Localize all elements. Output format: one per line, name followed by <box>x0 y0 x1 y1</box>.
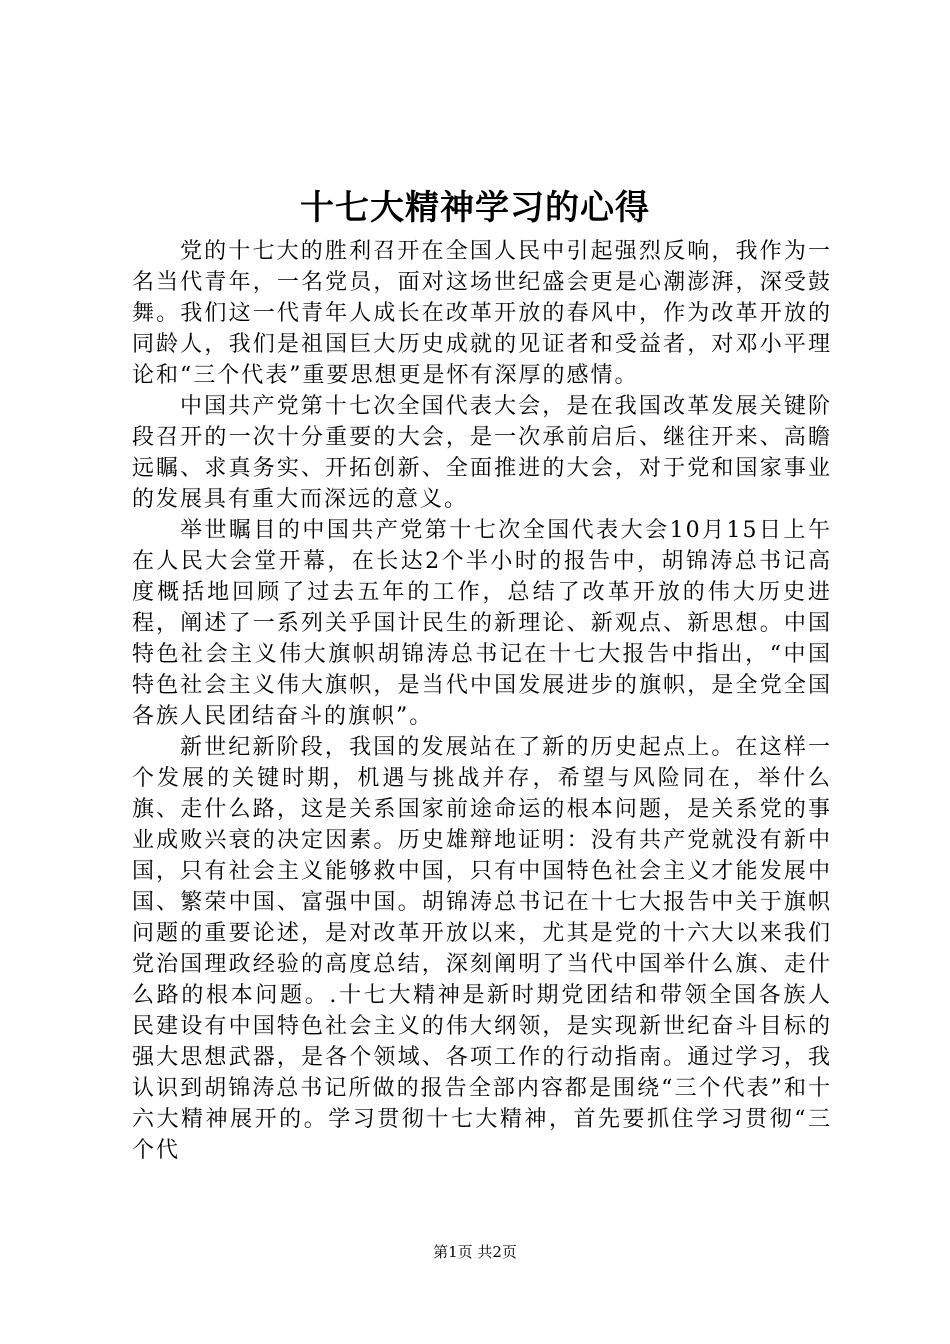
paragraph: 举世瞩目的中国共产党第十七次全国代表大会10月15日上午在人民大会堂开幕，在长达2个半小时的报告中，胡锦涛总书记高度概括地回顾了过去五年的工作，总结了改革开放的伟大历史进程，阐述了一系列关乎国计民生的新理论、新观点、新思想。中国特色社会主义伟大旗帜胡锦涛总书记在十七大报告中指出，“中国特色社会主义伟大旗帜，是当代中国发展进步的旗帜，是全党全国各族人民团结奋斗的旗帜”。 <box>132 518 832 729</box>
page-number-footer: 第1页 共2页 <box>433 1243 517 1261</box>
paragraph: 党的十七大的胜利召开在全国人民中引起强烈反响，我作为一名当代青年，一名党员，面对这场世纪盛会更是心潮澎湃，深受鼓舞。我们这一代青年人成长在改革开放的春风中，作为改革开放的同龄人，我们是祖国巨大历史成就的见证者和受益者，对邓小平理论和“三个代表”重要思想更是怀有深厚的感情。 <box>132 239 832 388</box>
document-body <box>132 236 832 1166</box>
document-title: 十七大精神学习的心得 <box>300 188 650 228</box>
paragraph: 中国共产党第十七次全国代表大会，是在我国改革发展关键阶段召开的一次十分重要的大会，是一次承前启后、继往开来、高瞻远瞩、求真务实、开拓创新、全面推进的大会，对于党和国家事业的发展具有重大而深远的意义。 <box>132 394 832 512</box>
paragraph: 新世纪新阶段，我国的发展站在了新的历史起点上。在这样一个发展的关键时期，机遇与挑战并存，希望与风险同在，举什么旗、走什么路，这是关系国家前途命运的根本问题，是关系党的事业成败兴衰的决定因素。历史雄辩地证明：没有共产党就没有新中国，只有社会主义能够救中国，只有中国特色社会主义才能发展中国、繁荣中国、富强中国。胡锦涛总书记在十七大报告中关于旗帜问题的重要论述，是对改革开放以来，尤其是党的十六大以来我们党治国理政经验的高度总结，深刻阐明了当代中国举什么旗、走什么路的根本问题。.十七大精神是新时期党团结和带领全国各族人民建设有中国特色社会主义的伟大纲领，是实现新世纪奋斗目标的强大思想武器，是各个领域、各项工作的行动指南。通过学习，我认识到胡锦涛总书记所做的报告全部内容都是围绕“三个代表”和十六大精神展开的。学习贯彻十七大精神，首先要抓住学习贯彻“三个代 <box>132 735 832 1163</box>
